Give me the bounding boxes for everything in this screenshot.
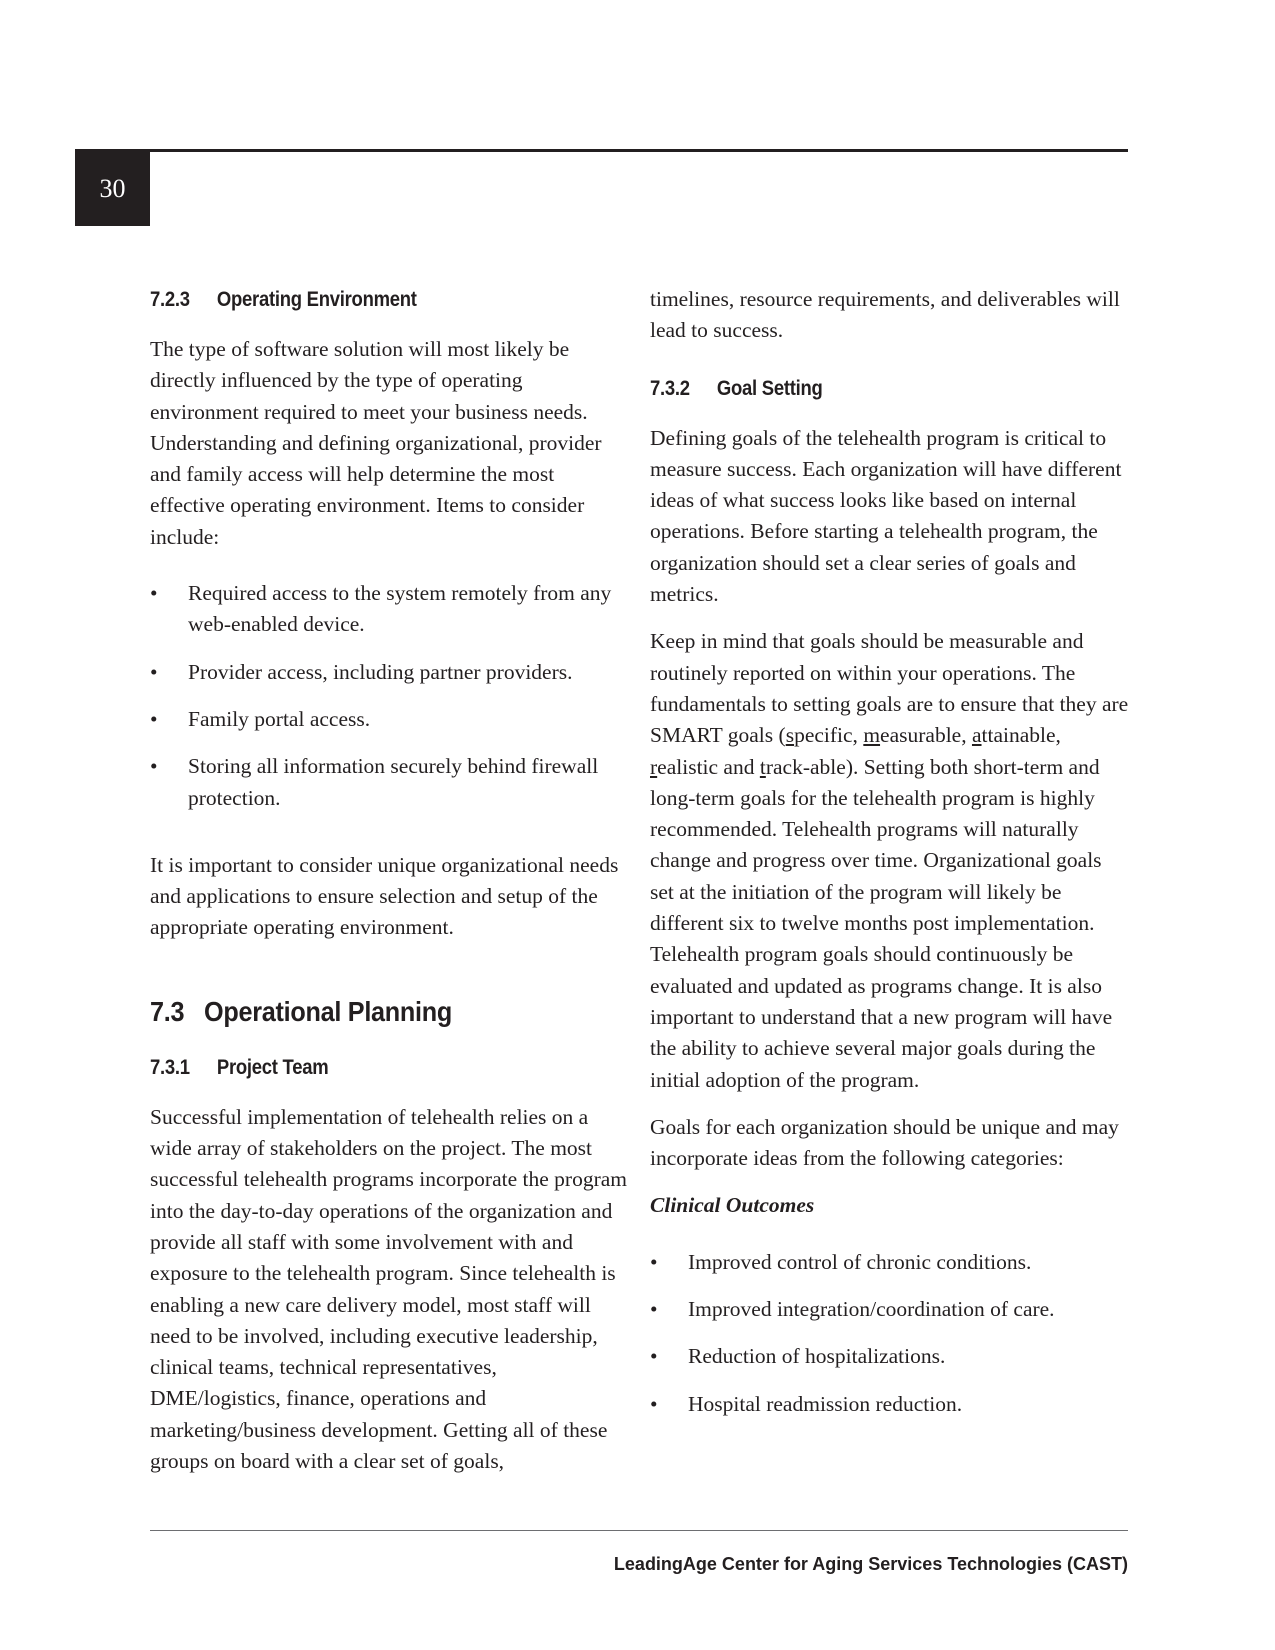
list-item: • Improved integration/coordination of care. bbox=[650, 1294, 1130, 1325]
bullet-icon: • bbox=[150, 581, 158, 606]
bullet-icon: • bbox=[650, 1297, 658, 1322]
bullet-icon: • bbox=[650, 1249, 658, 1274]
smart-paragraph: Keep in mind that goals should be measurable and routinely reported on within your operations. The fundamentals to setting goals are to ensure that they are SMART goals (specific, measurable, attainable, realistic and track-able). Setting both short-term and long-term goals for the telehealth program is highly recommended. Telehealth programs will naturally change and progress over time. Organizational goals set at the initiation of the program will likely be different six to twelve months post implementation. Telehealth program goals should continuously be evaluated and updated as programs change. It is also important to understand that a new program will have the ability to achieve several major goals during the initial adoption of the program. bbox=[650, 629, 1129, 1092]
heading-title: Project Team bbox=[216, 1055, 329, 1079]
paragraph: The type of software solution will most likely be directly influenced by the type of operating environment required to meet your business needs. Understanding and defining organizational, provider and family access will help determine the most effective operating environment. Items to consider include: bbox=[150, 337, 602, 549]
bullet-icon: • bbox=[150, 706, 158, 731]
paragraph: Successful implementation of telehealth relies on a wide array of stakeholders on the project. The most successful telehealth programs incorporate the program into the day-to-day operations of the organization and provide all staff with some involvement with and exposure to the telehealth program. Since telehealth is enabling a new care delivery model, most staff will need to be involved, including executive leadership, clinical teams, technical representatives, DME/logistics, finance, operations and marketing/business development. Getting all of these groups on board with a clear set of goals, bbox=[150, 1104, 627, 1474]
header-rule bbox=[75, 149, 1128, 152]
list-item: • Provider access, including partner providers. bbox=[150, 657, 630, 688]
list-item: • Improved control of chronic conditions. bbox=[650, 1247, 1130, 1278]
paragraph: Goals for each organization should be unique and may incorporate ideas from the following categories: bbox=[650, 1114, 1119, 1171]
clinical-outcomes-list bbox=[650, 1247, 1130, 1420]
heading-number: 7.3 bbox=[150, 995, 185, 1027]
heading-title: Operating Environment bbox=[216, 288, 417, 311]
clinical-outcomes-heading: Clinical Outcomes bbox=[650, 1193, 815, 1218]
list-item: • Reduction of hospitalizations. bbox=[650, 1341, 1130, 1372]
right-column bbox=[650, 287, 1130, 1420]
heading-7-2-3 bbox=[150, 288, 572, 312]
heading-number: 7.2.3 bbox=[150, 288, 190, 311]
paragraph: timelines, resource requirements, and deliverables will lead to success. bbox=[650, 287, 1120, 343]
heading-title: Goal Setting bbox=[716, 376, 823, 400]
heading-number: 7.3.2 bbox=[650, 376, 690, 400]
footer-rule bbox=[150, 1530, 1128, 1531]
heading-7-3 bbox=[150, 996, 582, 1028]
left-column bbox=[150, 290, 630, 1477]
list-item: • Family portal access. bbox=[150, 704, 630, 735]
access-list bbox=[150, 578, 630, 814]
heading-7-3-1 bbox=[150, 1056, 572, 1080]
bullet-icon: • bbox=[150, 659, 158, 684]
heading-title: Operational Planning bbox=[204, 995, 453, 1027]
bullet-icon: • bbox=[650, 1344, 658, 1369]
heading-7-3-2 bbox=[650, 377, 1072, 401]
footer-text: LeadingAge Center for Aging Services Technologies (CAST) bbox=[613, 1554, 1128, 1574]
list-item: • Hospital readmission reduction. bbox=[650, 1389, 1130, 1420]
paragraph: It is important to consider unique organizational needs and applications to ensure selection and setup of the appropriate operating environment. bbox=[150, 852, 619, 940]
heading-number: 7.3.1 bbox=[150, 1055, 190, 1079]
bullet-icon: • bbox=[150, 754, 158, 779]
paragraph: Defining goals of the telehealth program is critical to measure success. Each organization will have different ideas of what success looks like based on internal operations. Before starting a telehealth program, the organization should set a clear series of goals and metrics. bbox=[650, 425, 1122, 607]
bullet-icon: • bbox=[650, 1391, 658, 1416]
page-number: 30 bbox=[75, 151, 150, 226]
list-item: • Required access to the system remotely from any web-enabled device. bbox=[150, 578, 630, 641]
list-item: • Storing all information securely behind firewall protection. bbox=[150, 751, 630, 814]
